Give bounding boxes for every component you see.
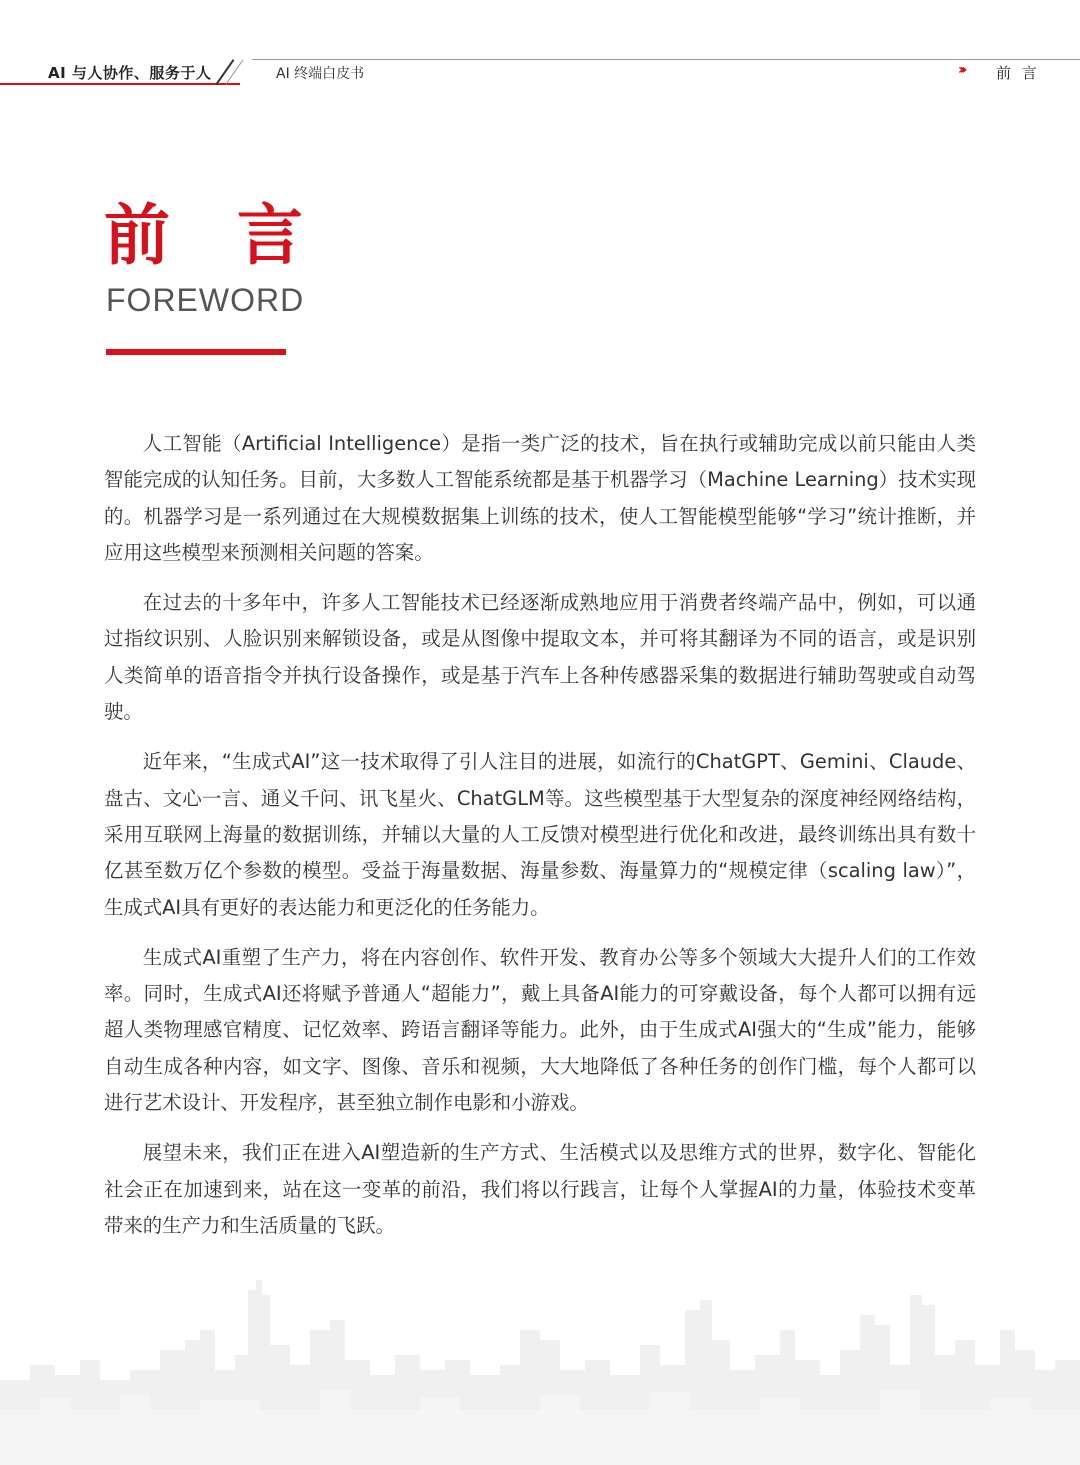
header-slash-divider-thin: [225, 59, 243, 84]
header-gray-rule: [252, 59, 1080, 60]
chevron-right-icon: ›››: [958, 62, 964, 78]
paragraph: 近年来，“生成式AI”这一技术取得了引人注目的进展，如流行的ChatGPT、Gemini、Claude、盘古、文心一言、通义千问、讯飞星火、ChatGLM等。这些模型基于大型复杂的深度神经网络结构，采用互联网上海量的数据训练，并辅以大量的人工反馈对模型进行优化和改进，最终训练出具有数十亿甚至数万亿个参数的模型。受益于海量数据、海量参数、海量算力的“规模定律（scaling law）”，生成式AI具有更好的表达能力和更泛化的任务能力。: [104, 750, 976, 919]
header-section-name: 前 言: [996, 64, 1040, 82]
city-skyline-illustration: [0, 1270, 1080, 1465]
paragraph: 人工智能（Artificial Intelligence）是指一类广泛的技术，旨在执行或辅助完成以前只能由人类智能完成的认知任务。目前，大多数人工智能系统都是基于机器学习（Machine Learning）技术实现的。机器学习是一系列通过在大规模数据集上训练的技术，使人工智能模型能够“学习”统计推断，并应用这些模型来预测相关问题的答案。: [104, 432, 976, 564]
header-document-name: AI 终端白皮书: [276, 66, 365, 82]
paragraph: 生成式AI重塑了生产力，将在内容创作、软件开发、教育办公等多个领域大大提升人们的工作效率。同时，生成式AI还将赋予普通人“超能力”，戴上具备AI能力的可穿戴设备，每个人都可以拥有远超人类物理感官精度、记忆效率、跨语言翻译等能力。此外，由于生成式AI强大的“生成”能力，能够自动生成各种内容，如文字、图像、音乐和视频，大大地降低了各种任务的创作门槛，每个人都可以进行艺术设计、开发程序，甚至独立制作电影和小游戏。: [104, 945, 976, 1115]
paragraph: 展望未来，我们正在进入AI塑造新的生产方式、生活模式以及思维方式的世界，数字化、智能化社会正在加速到来，站在这一变革的前沿，我们将以行践言，让每个人掌握AI的力量，体验技术变革带来的生产力和生活质量的飞跃。: [104, 1141, 976, 1237]
header-slash-divider: [216, 59, 235, 85]
page-subtitle: FOREWORD: [106, 282, 305, 318]
paragraph: 在过去的十多年中，许多人工智能技术已经逐渐成熟地应用于消费者终端产品中，例如，可以通过指纹识别、人脸识别来解锁设备，或是从图像中提取文本，并可将其翻译为不同的语言，或是识别人类简单的语音指令并执行设备操作，或是基于汽车上各种传感器采集的数据进行辅助驾驶或自动驾驶。: [104, 591, 976, 724]
foreword-body: [104, 426, 976, 1258]
header-report-title: AI 与人协作、服务于人: [48, 64, 212, 82]
header-red-rule: [0, 83, 240, 85]
title-underline: [106, 349, 286, 355]
page-title: 前 言: [104, 197, 325, 274]
page-header: [0, 0, 1080, 90]
